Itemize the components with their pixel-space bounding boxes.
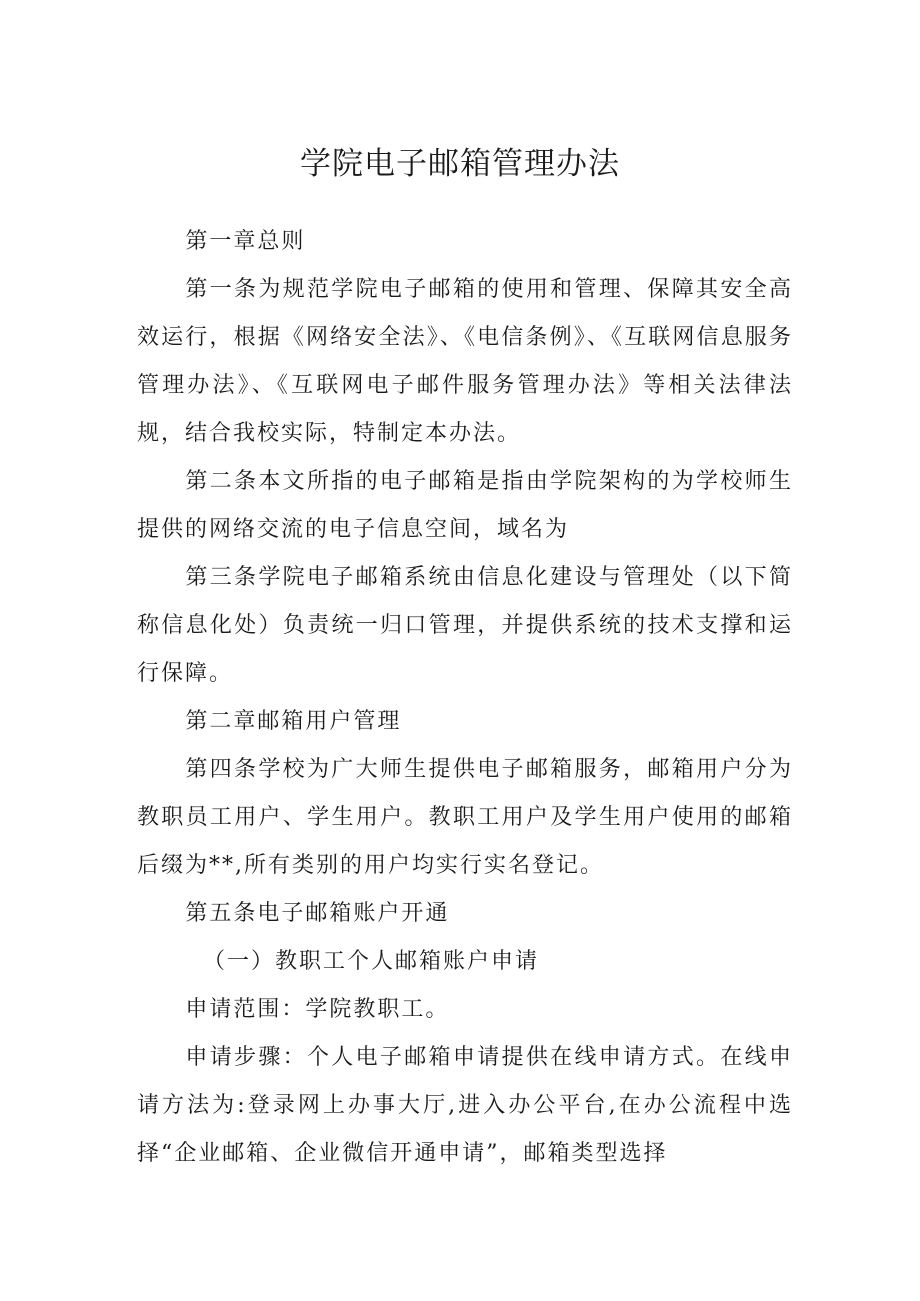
chapter-heading: 第一章总则	[185, 229, 306, 254]
sub-item-heading: （一）教职工个人邮箱账户申请	[203, 949, 540, 974]
article-paragraph: 第二条本文所指的电子邮箱是指由学院架构的为学校师生提供的网络交流的电子信息空间，域名为	[137, 469, 793, 542]
chapter-heading: 第二章邮箱用户管理	[185, 709, 402, 734]
document-title: 学院电子邮箱管理办法	[300, 146, 620, 182]
article-paragraph: 第三条学院电子邮箱系统由信息化建设与管理处（以下简称信息化处）负责统一归口管理，并提供系统的技术支撑和运行保障。	[137, 565, 793, 686]
document-body	[137, 218, 793, 1178]
article-paragraph: 申请范围：学院教职工。	[185, 997, 450, 1022]
article-paragraph: 第四条学校为广大师生提供电子邮箱服务，邮箱用户分为教职员工用户、学生用户。教职工用户及学生用户使用的邮箱后缀为**,所有类别的用户均实行实名登记。	[137, 757, 793, 878]
article-paragraph: 第一条为规范学院电子邮箱的使用和管理、保障其安全高效运行，根据《网络安全法》、《电信条例》、《互联网信息服务管理办法》、《互联网电子邮件服务管理办法》等相关法律法规，结合我校实际，特制定本办法。	[137, 277, 793, 446]
article-paragraph: 申请步骤：个人电子邮箱申请提供在线申请方式。在线申请方法为:登录网上办事大厅,进入办公平台,在办公流程中选择“企业邮箱、企业微信开通申请”，邮箱类型选择	[137, 1045, 793, 1166]
article-paragraph: 第五条电子邮箱账户开通	[185, 901, 450, 926]
